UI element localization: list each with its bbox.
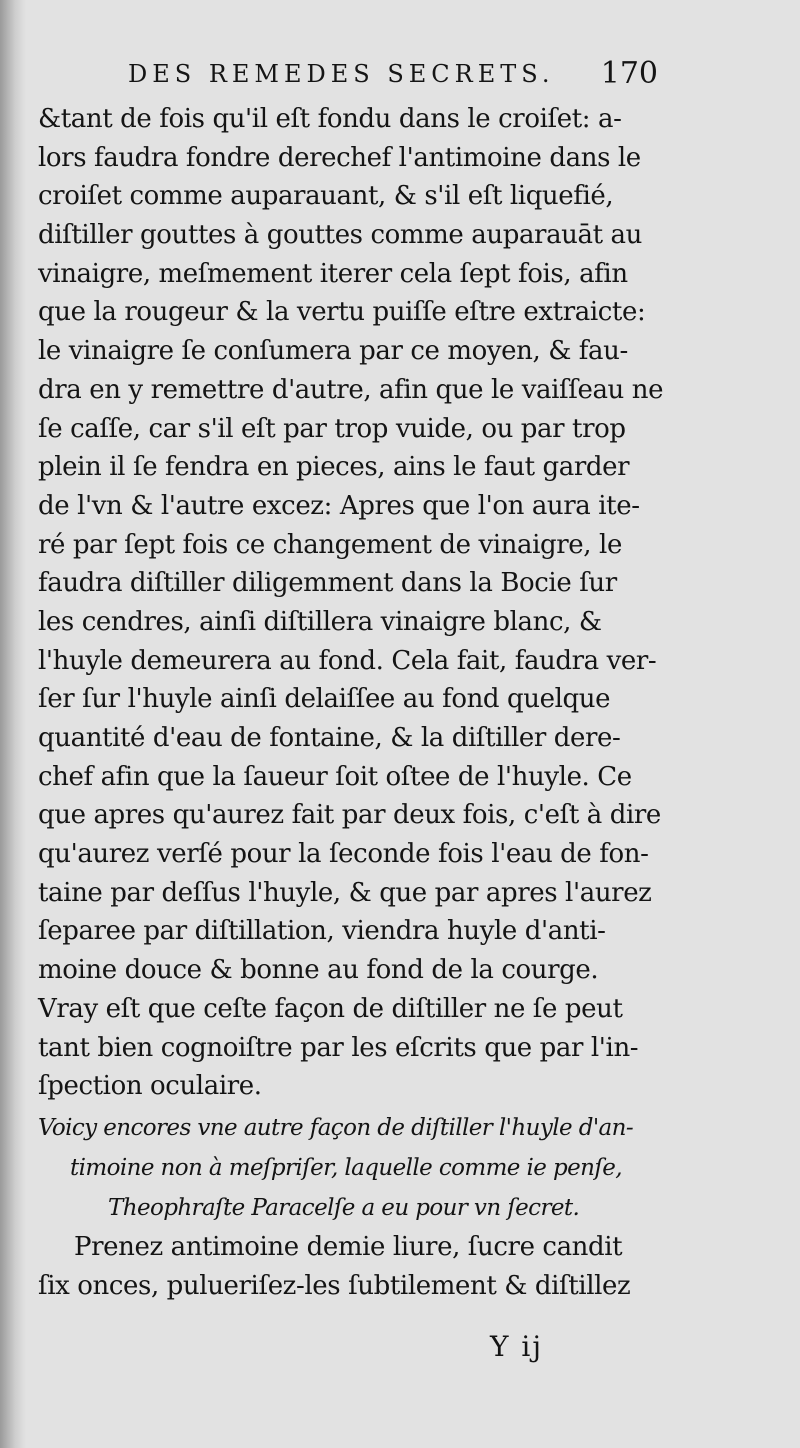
text-line: faudra diſtiller diligemment dans la Bocie ſur — [38, 568, 617, 599]
section-heading-line: timoine non à meſpriſer, laquelle comme ie penſe, — [70, 1154, 622, 1181]
signature-mark: Y ij — [490, 1330, 544, 1363]
text-line: ré par ſept fois ce changement de vinaigre, le — [38, 529, 622, 560]
text-line: Prenez antimoine demie liure, ſucre candit — [74, 1231, 623, 1262]
text-line: Vray eſt que ceſte façon de diſtiller ne ſe peut — [38, 993, 623, 1024]
text-line: ſeparee par diſtillation, viendra huyle d'anti- — [38, 916, 606, 947]
text-line: ſe caſſe, car s'il eſt par trop vuide, ou par trop — [38, 413, 626, 444]
text-line: de l'vn & l'autre excez: Apres que l'on aura ite- — [38, 490, 640, 521]
text-line: que la rougeur & la vertu puiſſe eſtre extraicte: — [38, 297, 646, 328]
running-head — [128, 56, 688, 96]
text-line: que apres qu'aurez fait par deux fois, c'eſt à dire — [38, 800, 661, 831]
text-line: &tant de fois qu'il eſt fondu dans le croiſet: a- — [38, 104, 622, 134]
text-line: ſix onces, pulueriſez-les ſubtilement & diſtillez — [38, 1270, 631, 1301]
text-line: ſer ſur l'huyle ainſi delaiſſee au fond quelque — [38, 684, 611, 715]
text-line: chef afin que la ſaueur ſoit oſtee de l'huyle. Ce — [38, 761, 632, 792]
text-line: vinaigre, meſmement iterer cela ſept fois, afin — [38, 258, 628, 289]
text-line: taine par deſſus l'huyle, & que par apres l'aurez — [38, 877, 652, 908]
text-line: plein il ſe fendra en pieces, ains le faut garder — [38, 452, 630, 483]
text-line: ſpection oculaire. — [38, 1071, 262, 1102]
section-heading-line: Theophraſte Paracelſe a eu pour vn ſecret. — [108, 1194, 580, 1221]
text-line: diſtiller gouttes à gouttes comme auparauāt au — [38, 220, 642, 251]
text-line: le vinaigre ſe conſumera par ce moyen, & fau- — [38, 336, 628, 367]
text-line: dra en y remettre d'autre, afin que le vaiſſeau ne — [38, 374, 664, 405]
text-line: qu'aurez verſé pour la ſeconde fois l'eau de fon- — [38, 839, 649, 870]
main-text — [38, 100, 678, 1305]
text-line: lors faudra fondre derechef l'antimoine dans le — [38, 142, 641, 173]
page-number: 170 — [600, 56, 658, 91]
running-head-title: DES REMEDES SECRETS. — [128, 60, 555, 88]
text-line: l'huyle demeurera au fond. Cela fait, faudra ver- — [38, 645, 657, 676]
text-line: quantité d'eau de fontaine, & la diſtiller dere- — [38, 723, 621, 753]
section-heading — [38, 1108, 678, 1228]
text-line: croiſet comme auparauant, & s'il eſt liquefié, — [38, 181, 614, 212]
text-line: les cendres, ainſi diſtillera vinaigre blanc, & — [38, 606, 602, 637]
page-gutter-shadow — [0, 0, 26, 1448]
text-line: tant bien cognoiſtre par les eſcrits que par l'in- — [38, 1032, 639, 1063]
section-heading-line: Voicy encores vne autre façon de diſtiller l'huyle d'an- — [38, 1114, 634, 1141]
text-line: moine douce & bonne au fond de la courge. — [38, 955, 599, 986]
